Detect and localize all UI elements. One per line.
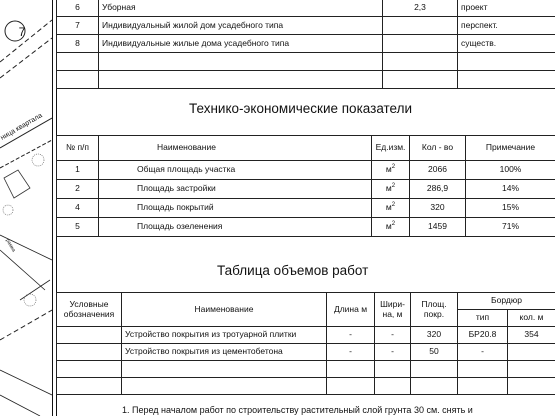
row-note: 15% — [466, 199, 555, 218]
row-value — [383, 17, 458, 35]
row-name: Площадь покрытий — [99, 199, 372, 218]
row-unit: $м^2$ — [372, 199, 410, 218]
row-qty: 286,9 — [410, 180, 466, 199]
row-symbol — [57, 344, 122, 361]
table-row-empty — [57, 53, 555, 71]
table-header-row — [57, 293, 555, 310]
explication-table — [56, 0, 555, 89]
table-row — [57, 344, 555, 361]
row-symbol — [57, 327, 122, 344]
row-number: 8 — [57, 35, 99, 53]
header-name: Наименование — [122, 293, 327, 327]
row-name: Площадь озеленения — [99, 218, 372, 237]
row-width: - — [375, 344, 411, 361]
row-area: 50 — [411, 344, 458, 361]
table-row — [57, 199, 555, 218]
header-curb-type: тип — [458, 310, 508, 327]
row-qty: 1459 — [410, 218, 466, 237]
header-curb: Бордюр — [458, 293, 555, 310]
table-row — [57, 180, 555, 199]
header-note: Примечание — [466, 136, 555, 161]
table-row-empty — [57, 378, 555, 395]
header-unit: Ед.изм. — [372, 136, 410, 161]
table-row — [57, 161, 555, 180]
row-number: 2 — [57, 180, 99, 199]
row-value: 2,3 — [383, 0, 458, 17]
row-name: Устройство покрытия из тротуарной плитки — [122, 327, 327, 344]
row-number: 7 — [57, 17, 99, 35]
header-qty: Кол - во — [410, 136, 466, 161]
row-curb-type: - — [458, 344, 508, 361]
plan-rotated-label: ница квартала — [0, 112, 44, 142]
row-qty: 2066 — [410, 161, 466, 180]
row-value — [383, 35, 458, 53]
tech-section-title: Технико-экономические показатели — [189, 101, 413, 116]
header-symbols: Условные обозначения — [57, 293, 122, 327]
row-note: 100% — [466, 161, 555, 180]
header-width: Шири-на, м — [375, 293, 411, 327]
row-name: Устройство покрытия из цементобетона — [122, 344, 327, 361]
drawing-sheet — [52, 0, 555, 416]
works-volume-table — [56, 292, 555, 395]
row-note: 14% — [466, 180, 555, 199]
plan-drawing-fragment — [0, 0, 52, 416]
row-curb-qty: 354 — [508, 327, 555, 344]
row-width: - — [375, 327, 411, 344]
works-section-title: Таблица объемов работ — [217, 263, 369, 278]
row-number: 4 — [57, 199, 99, 218]
header-area: Площ. покр. — [411, 293, 458, 327]
row-length: - — [327, 344, 375, 361]
header-curb-qty: кол. м — [508, 310, 555, 327]
row-curb-qty — [508, 344, 555, 361]
table-row — [57, 17, 555, 35]
plan-rotated-label-small: рамка — [4, 238, 17, 254]
row-status: перспект. — [458, 17, 555, 35]
tech-indicators-table — [56, 135, 555, 237]
row-status: проект — [458, 0, 555, 17]
table-row — [57, 218, 555, 237]
frame-line — [52, 0, 53, 416]
construction-note: 1. Перед началом работ по строительству растительный слой грунта 30 см. снять и — [122, 405, 473, 415]
row-note: 71% — [466, 218, 555, 237]
table-row-empty — [57, 71, 555, 89]
row-unit: $м^2$ — [372, 180, 410, 199]
row-name: Индивидуальные жилые дома усадебного типа — [99, 35, 383, 53]
table-header-row — [57, 136, 555, 161]
row-number: 5 — [57, 218, 99, 237]
header-num: № п/п — [57, 136, 99, 161]
table-row-empty — [57, 361, 555, 378]
row-length: - — [327, 327, 375, 344]
row-number: 6 — [57, 0, 99, 17]
row-area: 320 — [411, 327, 458, 344]
row-name: Общая площадь участка — [99, 161, 372, 180]
row-status: существ. — [458, 35, 555, 53]
header-length: Длина м — [327, 293, 375, 327]
row-qty: 320 — [410, 199, 466, 218]
row-unit: $м^2$ — [372, 218, 410, 237]
header-name: Наименование — [99, 136, 372, 161]
row-name: Площадь застройки — [99, 180, 372, 199]
row-number: 1 — [57, 161, 99, 180]
row-name: Индивидуальный жилой дом усадебного типа — [99, 17, 383, 35]
row-curb-type: БР20.8 — [458, 327, 508, 344]
table-row — [57, 327, 555, 344]
row-unit: $м^2$ — [372, 161, 410, 180]
plan-circle-number: 7 — [18, 25, 26, 39]
table-row — [57, 0, 555, 17]
table-row — [57, 35, 555, 53]
row-name: Уборная — [99, 0, 383, 17]
